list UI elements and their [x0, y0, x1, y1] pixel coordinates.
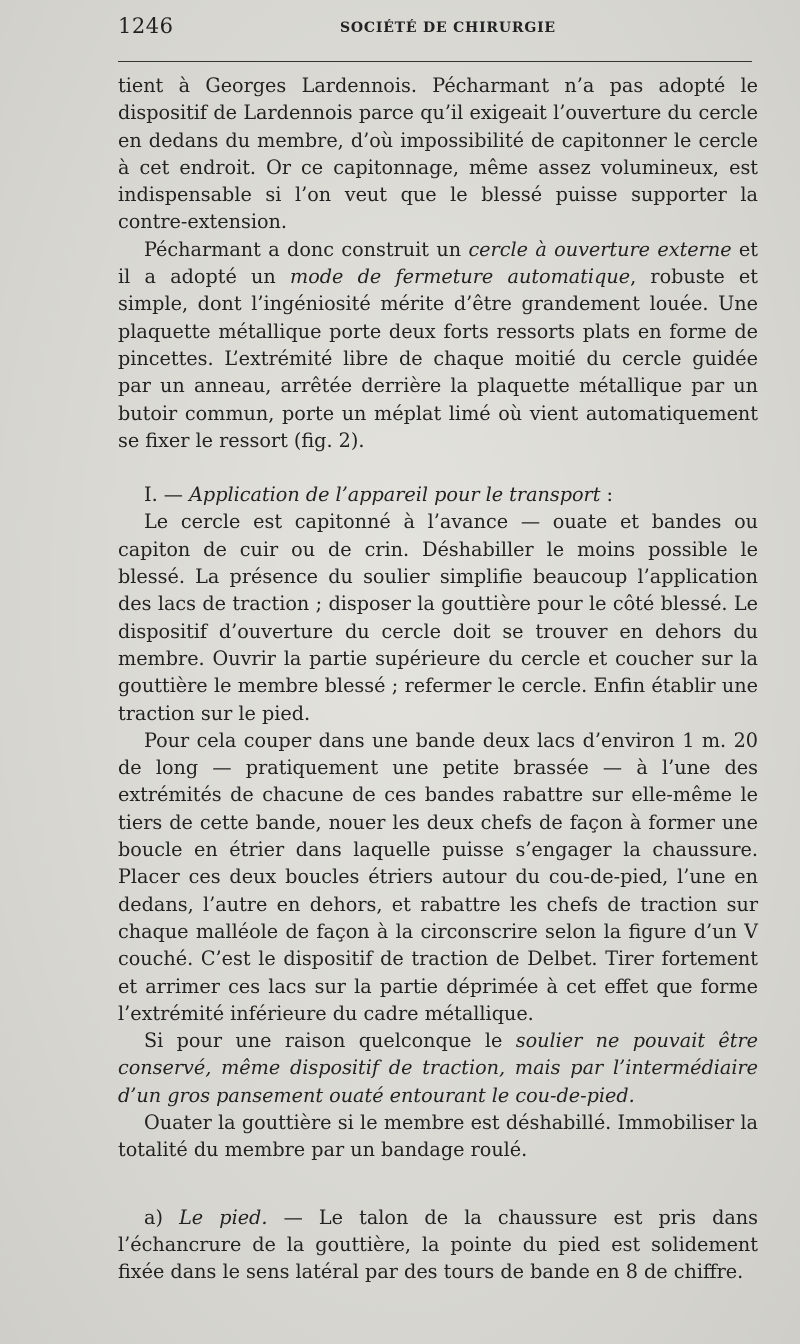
text-run: — Le talon de la chaussure est pris dans l’échancrure de la gouttière, la pointe du pied est solidement fixée dans le sens latéral par des tours de bande en 8 de chiffre. [118, 1205, 759, 1284]
page-header [118, 14, 758, 44]
paragraph-8 [118, 1204, 758, 1286]
section-heading [118, 481, 758, 508]
text-run: , robuste et simple, dont l’ingéniosité mérite d’être grandement louée. Une plaquette métallique porte deux forts ressorts plats en forme de pincettes. L’extrémité libre de chaque moitié du cercle guidée par un anneau, arrêtée derrière la plaquette métallique par un butoir commun, porte un méplat limé où vient automatiquement se fixer le ressort (fig. 2). [118, 265, 758, 452]
paragraph-7: Ouater la gouttière si le membre est déshabillé. Immobiliser la totalité du membre par un bandage roulé. [118, 1110, 758, 1162]
header-rule [118, 61, 752, 62]
paragraph-2 [118, 236, 758, 454]
italic-run: mode de fermeture automatique [290, 265, 631, 289]
text-run: : [600, 483, 614, 507]
running-title: SOCIÉTÉ DE CHIRURGIE [340, 20, 556, 36]
italic-run: soulier ne pouvait être conservé, même dispositif de traction, mais par l’intermédiaire d’un gros pansement ouaté entourant le cou-de-pied. [118, 1029, 759, 1107]
text-run: a) [144, 1205, 180, 1229]
paragraph-1: tient à Georges Lardennois. Pécharmant n’a pas adopté le dispositif de Lardennois parce qu’il exigeait l’ouverture du cercle en dedans du membre, d’où impossibilité de capitonner le cercle à cet endroit. Or ce capitonnage, même assez volumineux, est indispensable si l’on veut que le blessé puisse supporter la contre-extension. [118, 74, 758, 234]
text-run: Pécharmant a donc construit un [144, 237, 469, 261]
paragraph-4: Le cercle est capitonné à l’avance — ouate et bandes ou capiton de cuir ou de crin. Déshabiller le moins possible le blessé. La présence du soulier simplifie beaucoup l’application des lacs de traction ; disposer la gouttière pour le côté blessé. Le dispositif d’ouverture du cercle doit se trouver en dehors du membre. Ouvrir la partie supérieure du cercle et coucher sur la gouttière le membre blessé ; refermer le cercle. Enfin établir une traction sur le pied. [118, 510, 758, 725]
text-run: Si pour une raison quelconque le [144, 1029, 516, 1053]
paragraph-5: Pour cela couper dans une bande deux lacs d’environ 1 m. 20 de long — pratiquement une petite brassée — à l’une des extrémités de chacune de ces bandes rabattre sur elle-même le tiers de cette bande, nouer les deux chefs de façon à former une boucle en étrier dans laquelle puisse s’engager la chaussure. Placer ces deux boucles étriers autour du cou-de-pied, l’une en dedans, l’autre en dehors, et rabattre les chefs de traction sur chaque malléole de façon à la circonscrire selon la figure d’un V couché. C’est le dispositif de traction de Delbet. Tirer fortement et arrimer ces lacs sur la partie déprimée à cet effet que forme l’extrémité inférieure du cadre métallique. [118, 728, 758, 1025]
italic-run: Application de l’appareil pour le transport [189, 483, 601, 507]
paragraph-6 [118, 1027, 758, 1109]
italic-run: Le pied. [179, 1205, 268, 1229]
text-run: et il a adopté un [118, 237, 758, 289]
text-run: I. — [144, 483, 190, 507]
page-number: 1246 [118, 14, 174, 38]
body-text [118, 72, 758, 1285]
italic-run: cercle à ouverture externe [468, 237, 732, 261]
